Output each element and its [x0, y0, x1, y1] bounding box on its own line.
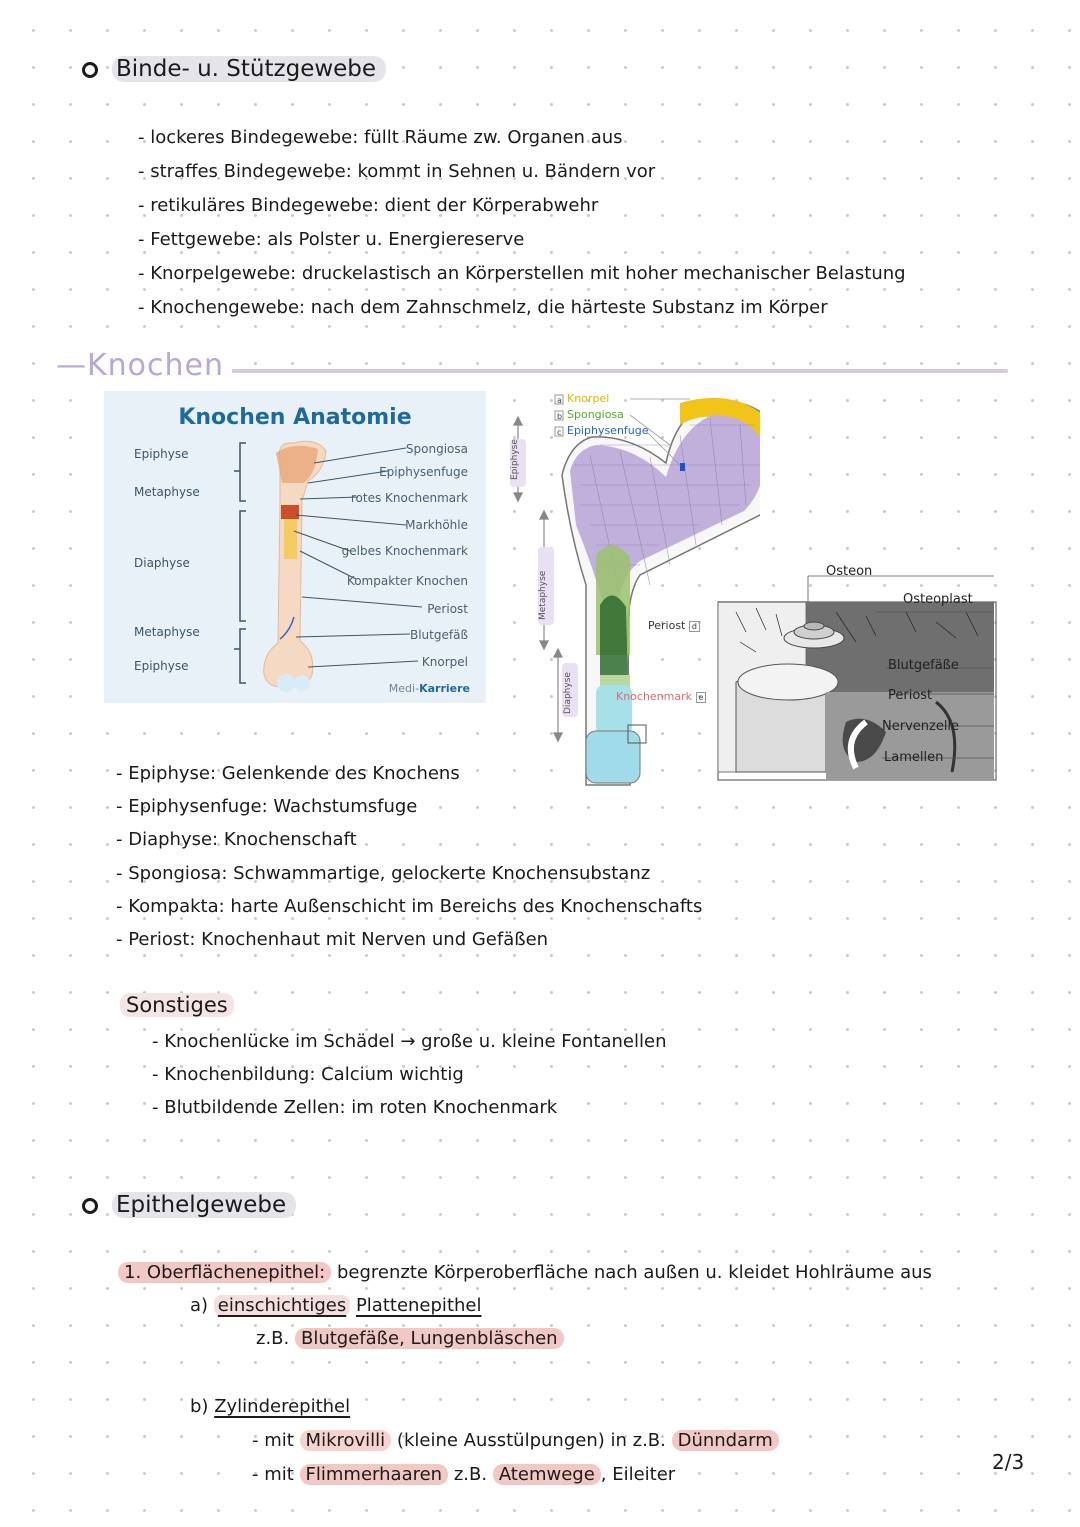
- def-periost: - Periost: Knochenhaut mit Nerven und Gefäßen: [116, 929, 549, 950]
- bullet-circle-icon: [82, 1198, 98, 1214]
- mikrovilli-highlight: Mikrovilli: [300, 1430, 392, 1451]
- card-right-label: Blutgefäß: [409, 628, 468, 642]
- binde-item-2: - straffes Bindegewebe: kommt in Sehnen u. Bändern vor: [138, 161, 656, 182]
- periost-detail-label: Periost: [888, 688, 933, 703]
- def-epiphysenfuge: - Epiphysenfuge: Wachstumsfuge: [116, 796, 418, 817]
- diagram-periost-label: Periost d: [648, 619, 700, 632]
- duenndarm-highlight: Dünndarm: [672, 1430, 779, 1451]
- side-label-diaphyse: Diaphyse: [563, 672, 573, 714]
- legend-spongiosa: Spongiosa: [567, 408, 624, 421]
- plattenepithel-label: Plattenepithel: [355, 1295, 482, 1316]
- legend-knorpel: Knorpel: [567, 392, 610, 405]
- epithel-heading: Epithelgewebe: [112, 1192, 296, 1218]
- side-label-metaphyse: Metaphyse: [538, 570, 548, 620]
- epithel-b: b) Zylinderepithel: [190, 1396, 351, 1417]
- section-epithel: [82, 1192, 296, 1218]
- sonstiges-item-1: - Knochenlücke im Schädel → große u. kleine Fontanellen: [152, 1031, 667, 1052]
- diagram-knochenmark-label: Knochenmark e: [616, 690, 706, 703]
- binde-item-3: - retikuläres Bindegewebe: dient der Körperabwehr: [138, 195, 599, 216]
- card-right-label: Kompakter Knochen: [346, 574, 468, 588]
- card-title: Knochen Anatomie: [178, 405, 412, 430]
- knochen-heading: —Knochen: [56, 348, 232, 383]
- card-right-label: rotes Knochenmark: [350, 491, 468, 505]
- legend-epiphysenfuge: Epiphysenfuge: [567, 424, 649, 437]
- binde-item-6: - Knochengewebe: nach dem Zahnschmelz, die härteste Substanz im Körper: [138, 297, 828, 318]
- atemwege-highlight: Atemwege: [493, 1464, 601, 1485]
- oberflaechenepithel-label: 1. Oberflächenepithel:: [118, 1262, 331, 1283]
- epithel-point-1: [118, 1262, 932, 1283]
- flimmerhaaren-highlight: Flimmerhaaren: [300, 1464, 449, 1485]
- sonstiges-item-3: - Blutbildende Zellen: im roten Knochenmark: [152, 1097, 558, 1118]
- einschichtiges-label: einschichtiges: [214, 1295, 350, 1316]
- card-left-label: Diaphyse: [134, 556, 190, 570]
- card-right-label: gelbes Knochenmark: [341, 544, 468, 558]
- card-right-label: Epiphysenfuge: [379, 465, 468, 479]
- side-label-epiphyse: Epiphyse: [510, 439, 520, 480]
- card-right-label: Spongiosa: [405, 442, 468, 456]
- def-diaphyse: - Diaphyse: Knochenschaft: [116, 829, 357, 850]
- card-left-label: Epiphyse: [134, 447, 189, 461]
- nervenzelle-label: Nervenzelle: [882, 719, 960, 734]
- def-spongiosa: - Spongiosa: Schwammartige, gelockerte Knochensubstanz: [116, 863, 651, 884]
- def-kompakta: - Kompakta: harte Außenschicht im Bereichs des Knochenschafts: [116, 896, 703, 917]
- osteon-label: Osteon: [826, 564, 873, 579]
- epithel-b-item-1: - mit Mikrovilli (kleine Ausstülpungen) in z.B. Dünndarm: [252, 1430, 779, 1451]
- svg-text:c: c: [557, 428, 562, 437]
- card-left-label: Metaphyse: [134, 625, 200, 639]
- card-left-label: Metaphyse: [134, 485, 200, 499]
- binde-item-5: - Knorpelgewebe: druckelastisch an Körperstellen mit hoher mechanischer Belastung: [138, 263, 906, 284]
- section-binde: [82, 56, 386, 82]
- blutgefaesse-label: Blutgefäße: [888, 658, 959, 673]
- svg-text:b: b: [557, 412, 563, 421]
- card-right-label: Markhöhle: [405, 518, 468, 532]
- card-left-label: Epiphyse: [134, 659, 189, 673]
- anatomy-card: [104, 391, 486, 703]
- brand-logo: Medi-Karriere: [388, 682, 470, 695]
- blutgefaesse-lungen-example: Blutgefäße, Lungenbläschen: [295, 1328, 564, 1349]
- binde-item-1: - lockeres Bindegewebe: füllt Räume zw. Organen aus: [138, 127, 623, 148]
- card-right-label: Knorpel: [421, 655, 468, 669]
- zylinderepithel-label: Zylinderepithel: [214, 1396, 351, 1417]
- lamellen-label: Lamellen: [884, 750, 944, 765]
- oberflaechenepithel-text: begrenzte Körperoberfläche nach außen u. kleidet Hohlräume aus: [336, 1262, 932, 1283]
- osteoplast-label: Osteoplast: [903, 592, 973, 607]
- sonstiges-item-2: - Knochenbildung: Calcium wichtig: [152, 1064, 464, 1085]
- binde-item-4: - Fettgewebe: als Polster u. Energiereserve: [138, 229, 525, 250]
- epithel-a-example: z.B. Blutgefäße, Lungenbläschen: [256, 1328, 564, 1349]
- epithel-b-item-2: - mit Flimmerhaaren z.B. Atemwege , Eileiter: [252, 1464, 676, 1485]
- epithel-a: a) einschichtiges Plattenepithel: [190, 1295, 482, 1316]
- binde-heading: Binde- u. Stützgewebe: [112, 56, 386, 82]
- card-right-label: Periost: [427, 602, 468, 616]
- svg-text:a: a: [557, 396, 562, 405]
- page-number: 2/3: [992, 1450, 1025, 1474]
- sonstiges-heading: Sonstiges: [120, 993, 234, 1017]
- def-epiphyse: - Epiphyse: Gelenkende des Knochens: [116, 763, 460, 784]
- bullet-circle-icon: [82, 62, 98, 78]
